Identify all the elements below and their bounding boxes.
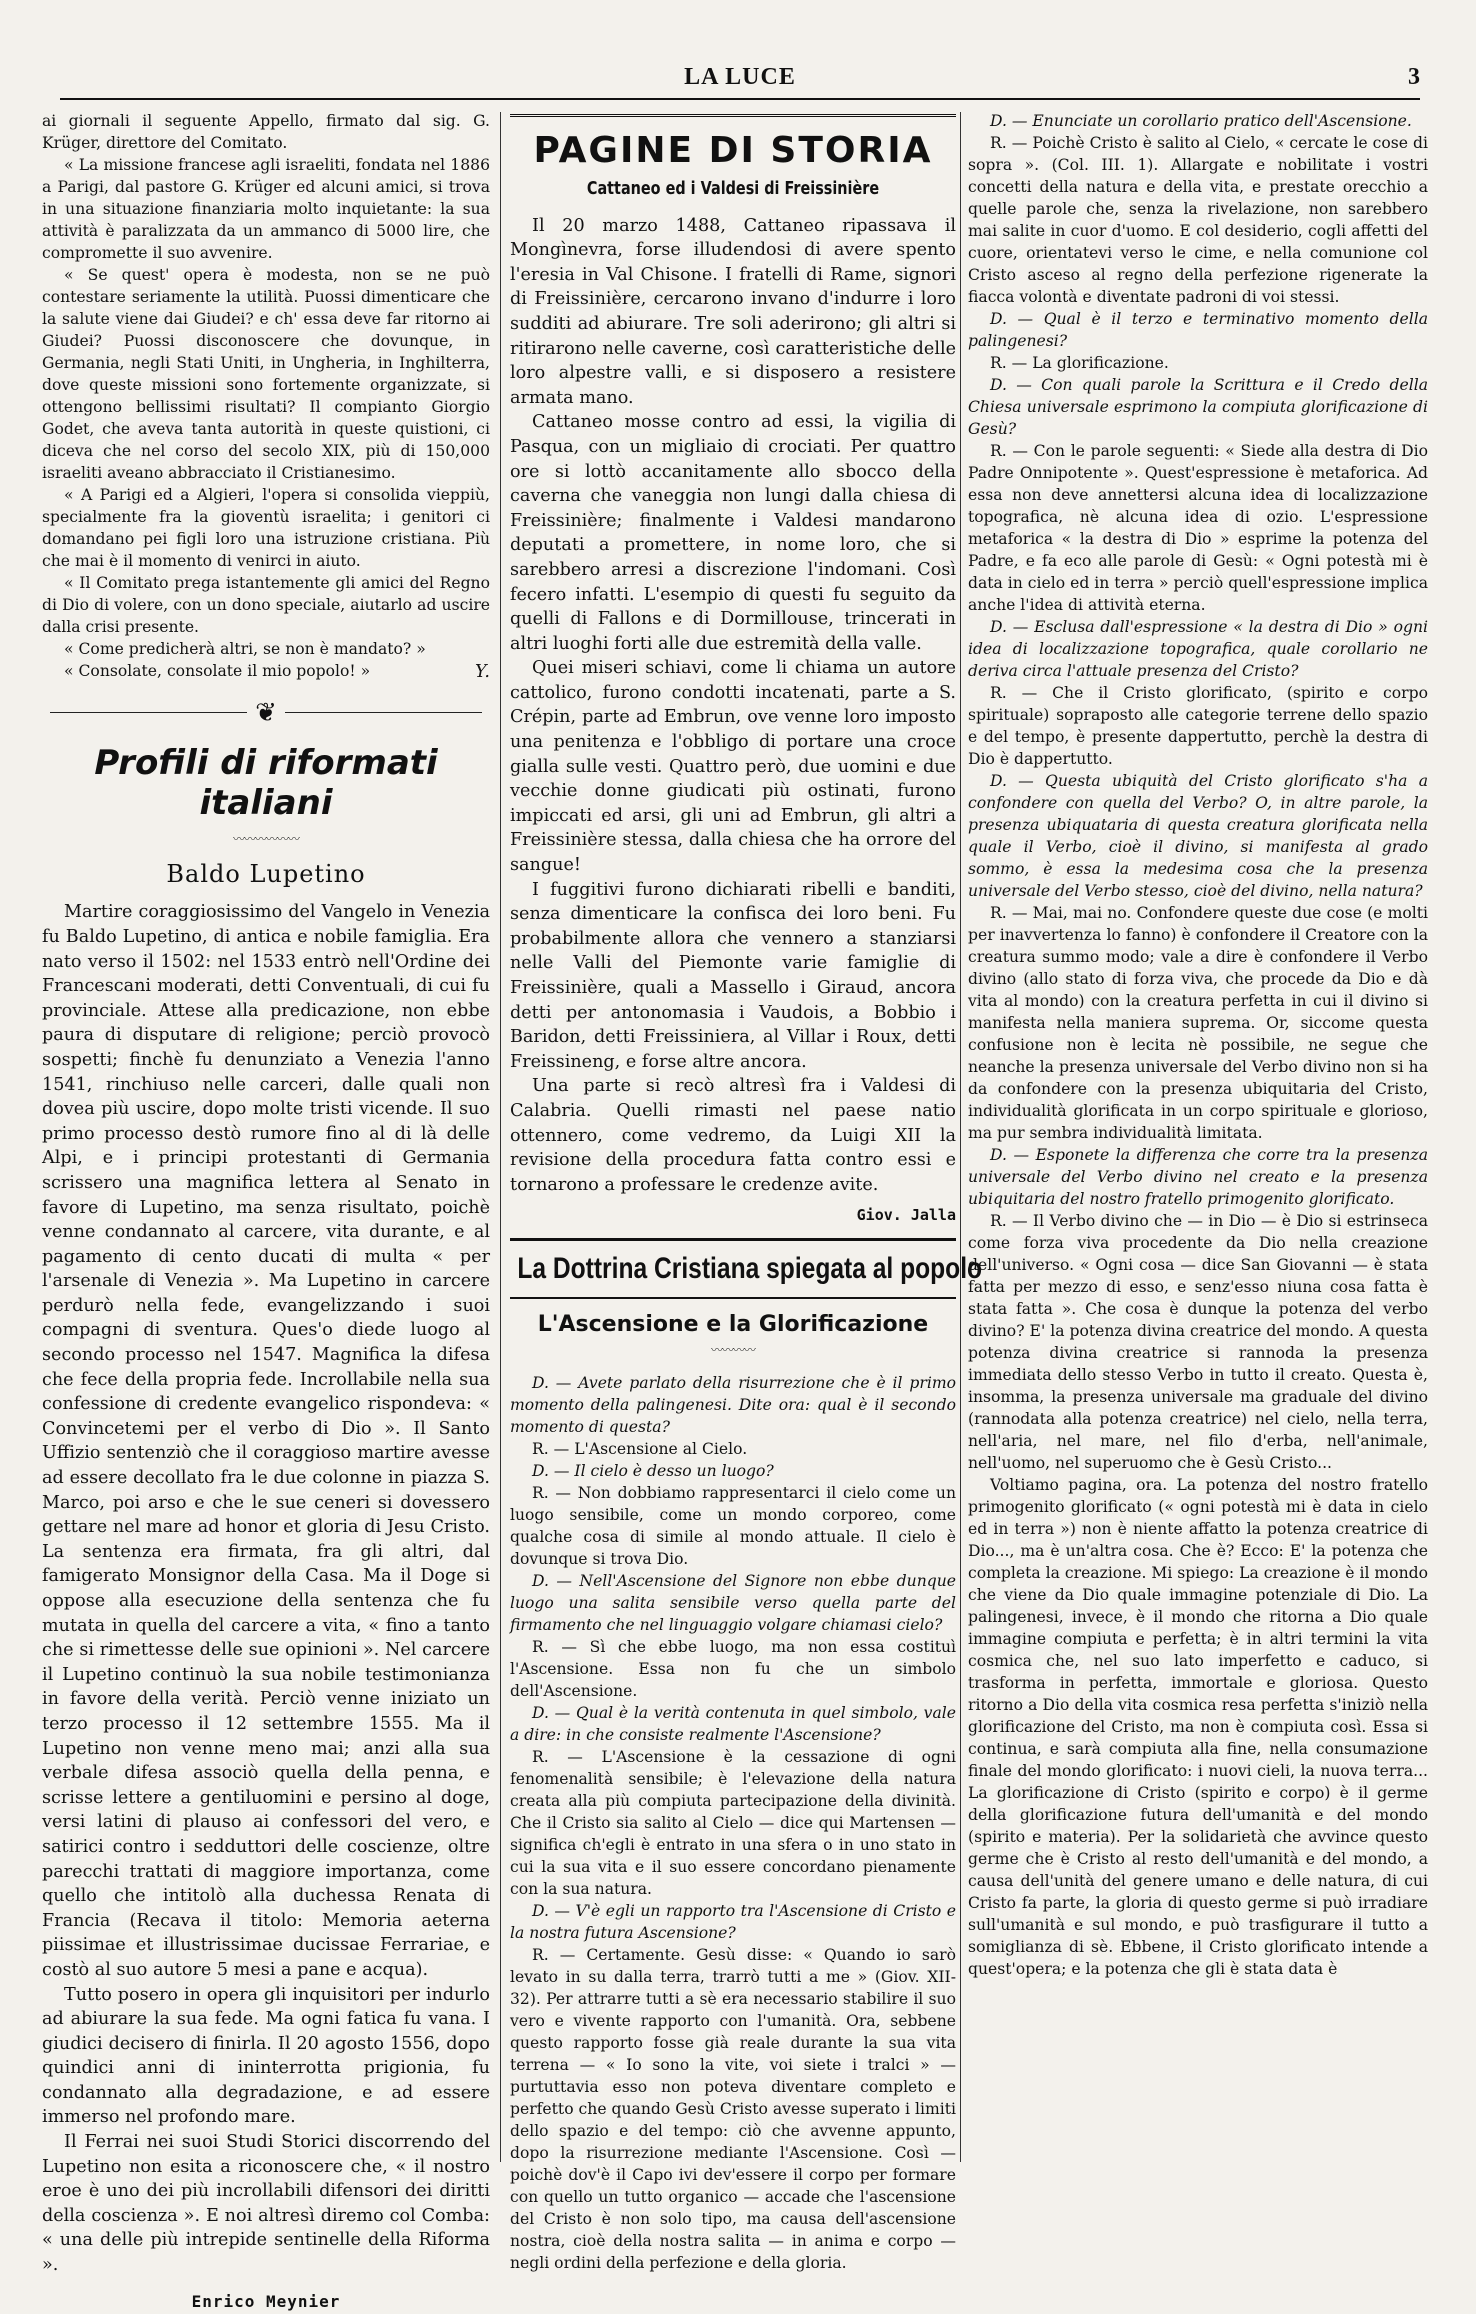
question: D. — Qual è la verità contenuta in quel simbolo, vale a dire: in che consiste realmente l'Ascensione? bbox=[510, 1704, 956, 1745]
paragraph: « Il Comitato prega istantemente gli amici del Regno di Dio di volere, con un dono speciale, aiutarlo ad uscire dalla crisi presente. bbox=[42, 574, 490, 636]
storia-box bbox=[510, 114, 956, 202]
paragraph: ai giornali il seguente Appello, firmato dal sig. G. Krüger, direttore del Comitato. bbox=[42, 112, 490, 152]
article-subtitle: Cattaneo ed i Valdesi di Freissinière bbox=[586, 178, 880, 199]
header-rule bbox=[60, 98, 1420, 100]
author-signature: Enrico Meynier bbox=[191, 2291, 341, 2311]
question: D. — Nell'Ascensione del Signore non ebbe dunque luogo una salita sensibile verso quella parte del firmamento che nel linguaggio volgare chiamasi cielo? bbox=[510, 1572, 956, 1635]
paragraph: Martire coraggiosissimo del Vangelo in Venezia fu Baldo Lupetino, di antica e nobile famiglia. Era nato verso il 1502: nel 1533 entrò nell'Ordine dei Francescani moderati, detti Conventuali, di cui fu provinciale. Attese alla predicazione, non ebbe paura di disputare di religione; perciò provocò sospetti; finchè fu denunziato a Venezia l'anno 1541, rinchiuso nelle carceri, dalle quali non dovea più uscire, dopo molte tristi vicende. Il suo primo processo destò rumore fino al di là delle Alpi, e i principi protestanti di Germania scrissero una magnifica lettera al Senato in favore di Lupetino, ma senza risultato, poichè venne condannato al carcere, vita durante, e al pagamento di cento ducati di multa « per l'arsenale di Venezia ». Ma Lupetino in carcere perdurò nella fede, evangelizzando i suoi compagni di sventura. Ques'o diede luogo al secondo processo nel 1547. Magnifica la difesa che fece della propria fede. Incrollabile nella sua confessione di credente evangelico rispondeva: « Convincetemi per el verbo di Dio ». Il Santo Uffizio sentenziò che il coraggioso martire avesse ad essere decollato fra le due colonne in piazza S. Marco, poi arso e che le sue ceneri si dovessero gettare nel mare ad honor et gloria di Jesu Cristo. La sentenza era firmata, fra gli altri, dal famigerato Monsignor della Casa. Ma il Doge si oppose alla esecuzione della sentenza che fu mutata in quella del carcere a vita, « fino a tanto che si rimettesse delle sue opinioni ». Nel carcere il Lupetino continuò la sua nobile testimonianza in favore della verità. Perciò venne iniziato un terzo processo il 12 settembre 1555. Ma il Lupetino non venne meno mai; anzi alla sua verbale difesa associò quella della penna, e scrisse lettere a gentiluomini e persino al doge, versi latini di plauso ai confessori del vero, e satirici contro i sedduttori delle coscienze, oltre parecchi trattati di maggiore importanza, come quello che intitolò alla duchessa Renata di Francia (Recava il titolo: Memoria aeterna piissimae et illustrissimae ducissae Ferrariae, e costò al suo autore 5 mesi a pane e acqua). bbox=[42, 902, 490, 1980]
fleur-ornament-icon: ❦ bbox=[255, 697, 277, 728]
paragraph: Quei miseri schiavi, come li chiama un autore cattolico, furono condotti incatenati, parte a S. Crépin, parte ad Embrun, ove venne loro imposto una penitenza e l'obbligo di portare una croce gialla sulle vesti. Quattro però, due uomini e due vecchie donne giudicati più ostinati, furono impiccati ed arsi, gli uni ad Embrun, gli altri a Freissinière stessa, dalla chiesa che ha orrore del sangue! bbox=[510, 658, 956, 876]
question: D. — Qual è il terzo e terminativo momento della palingenesi? bbox=[968, 310, 1428, 350]
column-middle bbox=[510, 110, 983, 2273]
question: D. — Avete parlato della risurrezione che è il primo momento della palingenesi. Dite ora: qual è il secondo momento di questa? bbox=[510, 1374, 956, 1437]
paragraph: « A Parigi ed a Algieri, l'opera si consolida vieppiù, specialmente fra la gioventù israelita; i genitori ci domandano pei figli loro una istruzione cristiana. Più che mai è il momento di venirci in aiuto. bbox=[42, 486, 490, 570]
signature-initial: Y. bbox=[475, 662, 490, 682]
paragraph: « Se quest' opera è modesta, non se ne può contestare seriamente la utilità. Puossi dimenticare che la salute viene dai Giudei? e ch' essa deve far ritorno ai Giudei? Puossi disconoscere che dovunque, in Germania, negli Stati Uniti, in Ungheria, in Inghilterra, dove queste missioni sono fortemente organizzate, si ottengono bellissimi risultati? Il compianto Giorgio Godet, che aveva tanta autorità in queste quistioni, ci diceva che nel corso del secolo XIX, più di 150,000 israeliti aveano abbracciato il Cristianesimo. bbox=[42, 266, 490, 482]
author-signature: Giov. Jalla bbox=[856, 1206, 956, 1225]
paragraph: Voltiamo pagina, ora. La potenza del nostro fratello primogenito glorificato (« ogni potestà mi è data in cielo ed in terra ») non è niente affatto la potenza creatrice di Dio..., ma è un'altra cosa. Che è? Ecco: E' la potenza che completa la creazione. Mi spiego: La creazione è il mondo che viene da Dio quale immagine potenziale di Dio. La palingenesi, invece, è il mondo che ritorna a Dio quale immagine compiuta e perfetta; è in altri termini la vita cosmica che, nel suo lato imperfetto e caduco, si trasforma in perfetta, immortale e gloriosa. Questo ritorno a Dio della vita cosmica resa perfetta s'iniziò nella glorificazione del Cristo, ma non è compiuta così. Essa si continua, e sarà compiuta alla fine, nella consumazione finale del mondo glorificato: i nuovi cieli, la nuova terra... La glorificazione di Cristo (spirito e corpo) è il germe della glorificazione futura dell'umanità e del mondo (spirito e materia). Per la solidarietà che avvince questo germe che è Cristo al resto dell'umanità e del mondo, a causa dell'unità del genere umano e delle natura, di cui Cristo fa parte, la gloria di questo germe si può irradiare sull'umanità e sul mondo, e può trasfigurare il tutto a somiglianza di sè. Ebbene, il Cristo glorificato intende a quest'opera; e la potenza che gli è stata data è bbox=[968, 1476, 1428, 1978]
answer: R. — L'Ascensione al Cielo. bbox=[532, 1440, 748, 1459]
answer: R. — Sì che ebbe luogo, ma non essa costituì l'Ascensione. Essa non fu che un simbolo dell'Ascensione. bbox=[510, 1638, 956, 1701]
question: D. — V'è egli un rapporto tra l'Ascensione di Cristo e la nostra futura Ascensione? bbox=[510, 1902, 956, 1943]
question: D. — Esponete la differenza che corre tra la presenza universale del Verbo divino nel creato e la presenza ubiquitaria del nostro fratello primogenito glorificato. bbox=[968, 1146, 1428, 1208]
newspaper-title: LA LUCE bbox=[684, 64, 796, 90]
question: D. — Questa ubiquità del Cristo glorificato s'ha a confondere con quella del Verbo? O, in altre parole, la presenza ubiquataria di questa creatura glorificata nella quale il Verbo, cioè il divino, si manifesta al grado sommo, è essa la medesima cosa che la presenza universale del Verbo stesso, cioè del divino, nella natura? bbox=[968, 772, 1428, 900]
ornament-line bbox=[285, 712, 482, 713]
section-title: La Dottrina Cristiana spiegata al popolo bbox=[517, 1251, 983, 1285]
column-divider bbox=[500, 112, 501, 2162]
question: D. — Il cielo è desso un luogo? bbox=[532, 1462, 774, 1481]
question: D. — Con quali parole la Scrittura e il Credo della Chiesa universale esprimono la compiuta glorificazione di Gesù? bbox=[968, 376, 1428, 438]
section-title: PAGINE DI STORIA bbox=[533, 130, 933, 171]
article-subtitle: Baldo Lupetino bbox=[166, 859, 366, 888]
paragraph: Il 20 marzo 1488, Cattaneo ripassava il Mongìnevra, forse illudendosi di avere spento l'eresia in Val Chisone. I fratelli di Rame, signori di Freissinière, cercarono invano d'indurre i loro sudditi ad abiurare. Tre soli aderirono; gli altri si ritirarono nelle caverne, così caratteristiche delle loro alpestre valli, e si disposero a resistere armata mano. bbox=[510, 215, 956, 408]
appello-article bbox=[42, 110, 490, 685]
paragraph: Il Ferrai nei suoi Studi Storici discorrendo del Lupetino non esita a riconoscere che, « il nostro eroe è uno dei più incrollabili difensori dei diritti della coscienza ». E noi altresì diremo col Comba: « una delle più intrepide sentinelle della Riforma ». bbox=[42, 2132, 490, 2276]
article-subtitle: L'Ascensione e la Glorificazione bbox=[537, 1311, 929, 1337]
answer: R. — Con le parole seguenti: « Siede alla destra di Dio Padre Onnipotente ». Quest'espressione è metaforica. Ad essa non deve annettersi alcuna idea di localizzazione topografica, nè alcuna idea di ozio. L'espressione metaforica « la destra di Dio » esprime la potenza del Padre, e fa eco alle parole di Gesù: « Ogni potestà mi è data in cielo ed in terra » perciò quell'espressione implica anche l'idea di attività eterna. bbox=[968, 442, 1428, 614]
answer: R. — Mai, mai no. Confondere queste due cose (e molti per inavvertenza lo fanno) è confondere il Creatore con la creatura summo modo; vale a dire è confondere il Verbo divino (allo stato di forza viva, che procede da Dio e dà vita al mondo) con la creatura perfetta in cui il divino si manifesta nella maniera suprema. Or, siccome questa confusione non è lecita nè possibile, ne segue che neanche la presenza universale del Verbo divino non si ha da confondere con la presenza ubiquitaria del Cristo, individualità glorificata in un corpo spirituale e glorioso, ma pur sembra individualità limitata. bbox=[968, 904, 1428, 1142]
paragraph: « La missione francese agli israeliti, fondata nel 1886 a Parigi, dal pastore G. Krüger ed alcuni amici, si trova in una situazione finanziaria molto inquietante: la sua attività è paralizzata da un ammanco di 5000 lire, che compromette il suo avvenire. bbox=[42, 156, 490, 262]
answer: R. — Non dobbiamo rappresentarci il cielo come un luogo sensibile, come un mondo corporeo, come qualche cosa di simile al mondo attuale. Il cielo è dovunque si trova Dio. bbox=[510, 1484, 956, 1569]
ornament-divider bbox=[42, 697, 490, 728]
column-right bbox=[968, 110, 1428, 2190]
answer: R. — La glorificazione. bbox=[990, 354, 1169, 372]
paragraph: Tutto posero in opera gli inquisitori per indurlo ad abiurare la sua fede. Ma ogni fatica fu vana. I giudici decisero di finirla. Il 20 agosto 1556, dopo quindici anni di ininterrotta prigionia, fu condannato alla degradazione, e ad essere immerso nel profondo mare. bbox=[42, 1984, 490, 2128]
paragraph: Una parte si recò altresì fra i Valdesi di Calabria. Quelli rimasti nel paese natio ottennero, come vedremo, da Luigi XII la revisione della procedura fatta contro essi e tornarono a professare le credenze avite. bbox=[510, 1076, 956, 1195]
question: D. — Enunciate un corollario pratico dell'Ascensione. bbox=[990, 112, 1412, 130]
answer: R. — Poichè Cristo è salito al Cielo, « cercate le cose di sopra ». (Col. III. 1). Allargate e nobilitate i vostri concetti della natura e della vita, e prestate orecchio a quelle parole che, senza la rivelazione, non sarebbero mai salite in cuor d'uomo. E col desiderio, cogli affetti del cuore, orientatevi verso le cime, e nella comunione col Cristo asceso al regno della perfezione rigenerate la fiacca volontà e diventate padroni di voi stessi. bbox=[968, 134, 1428, 306]
column-left bbox=[42, 110, 490, 2311]
page-number: 3 bbox=[1408, 64, 1420, 90]
answer: R. — Che il Cristo glorificato, (spirito e corpo spirituale) sopraposto alle categorie terrene dello spazio e del tempo, è presente dappertutto, perchè la destra di Dio è dappertutto. bbox=[968, 684, 1428, 768]
paragraph: « Consolate, consolate il mio popolo! » bbox=[64, 662, 371, 680]
ornament-line bbox=[50, 712, 247, 713]
answer: R. — Certamente. Gesù disse: « Quando io sarò levato in su dalla terra, trarrò tutti a me » (Giov. XII-32). Per attrarre tutti a sè era necessario stabilire il suo vero e vivente rapporto con l'umanità. Ora, sebbene questo rapporto fosse già reale durante la sua vita terrena — « Io sono la vite, voi siete i tralci » — purtuttavia esso non poteva diventare completo e perfetto che quando Gesù Cristo avesse superato i limiti dello spazio e del tempo: ciò che avvenne appunto, dopo la risurrezione mediante l'Ascensione. Così — poichè dov'è il Capo ivi dev'essere il corpo per formare con quello un tutto organico — accade che l'ascensione del Cristo è non solo tipo, ma causa dell'ascensione nostra, cioè della nostra salita — in anima e corpo — negli ordini della perfezione e della gloria. bbox=[510, 1946, 956, 2273]
paragraph: Cattaneo mosse contro ad essi, la vigilia di Pasqua, con un migliaio di crociati. Per quattro ore si lottò accanitamente allo sbocco della caverna che vaneggia non lungi dalla chiesa di Freissinière; finalmente i Valdesi mandarono deputati a promettere, in nome loro, che si sarebbero arresi a discrezione l'indomani. Così fecero infatti. L'esempio di questi fu seguito da quelli di Fallons e di Dormillouse, trincerati in altri luoghi forti alle due estremità della valle. bbox=[510, 412, 956, 654]
paragraph: I fuggitivi furono dichiarati ribelli e banditi, senza dimenticare la confisca dei loro beni. Fu probabilmente allora che vennero a stanziarsi nelle Valli del Piemonte varie famiglie di Freissinière, quali a Massello i Giraud, ancora detti per antonomasia i Vaudois, a Bobbio i Baridon, detti Freissiniera, al Villar i Roux, detti Freissineng, e forse altre ancora. bbox=[510, 879, 956, 1072]
page-header bbox=[60, 60, 1420, 100]
answer: R. — L'Ascensione è la cessazione di ogni fenomenalità sensibile; è l'elevazione della natura creata alla più compiuta partecipazione della divinità. Che il Cristo sia salito al Cielo — dice qui Martensen — significa ch'egli è entrato in una sfera o in uno stato in cui la sua vita e il suo essere concordano pienamente con la sua natura. bbox=[510, 1748, 956, 1899]
answer: R. — Il Verbo divino che — in Dio — è Dio si estrinseca come forza viva procedente da Dio nella creazione dell'universo. « Ogni cosa — dice San Giovanni — è stata fatta per mezzo di esso, e senz'esso niuna cosa fatta è stata fatta ». Che cosa è dunque la potenza del verbo divino? E' la potenza divina creatrice del mondo. A questa potenza divina creatrice si rannoda la presenza immediata dello stesso Verbo in tutto il creato. Questa è, insomma, la presenza universale ma graduale del divino (rannodata alla potenza creatrice) nel cielo, nella terra, nell'aria, nel mare, nel filo d'erba, nell'animale, nell'uomo, nel superuomo che è Gesù Cristo... bbox=[968, 1212, 1428, 1472]
dottrina-title-box bbox=[510, 1238, 983, 1299]
paragraph: « Come predicherà altri, se non è mandato? » bbox=[64, 640, 426, 658]
column-divider bbox=[960, 112, 961, 2162]
wavy-rule: 〰〰〰〰 bbox=[710, 1342, 755, 1357]
dottrina-article bbox=[510, 1372, 956, 2274]
section-title: Profili di riformati italiani bbox=[94, 743, 438, 824]
wavy-rule: 〰〰〰〰〰〰 bbox=[232, 832, 299, 847]
question: D. — Esclusa dall'espressione « la destra di Dio » ogni idea di localizzazione topografica, quale corollario ne deriva circa l'attuale presenza del Cristo? bbox=[968, 618, 1428, 680]
